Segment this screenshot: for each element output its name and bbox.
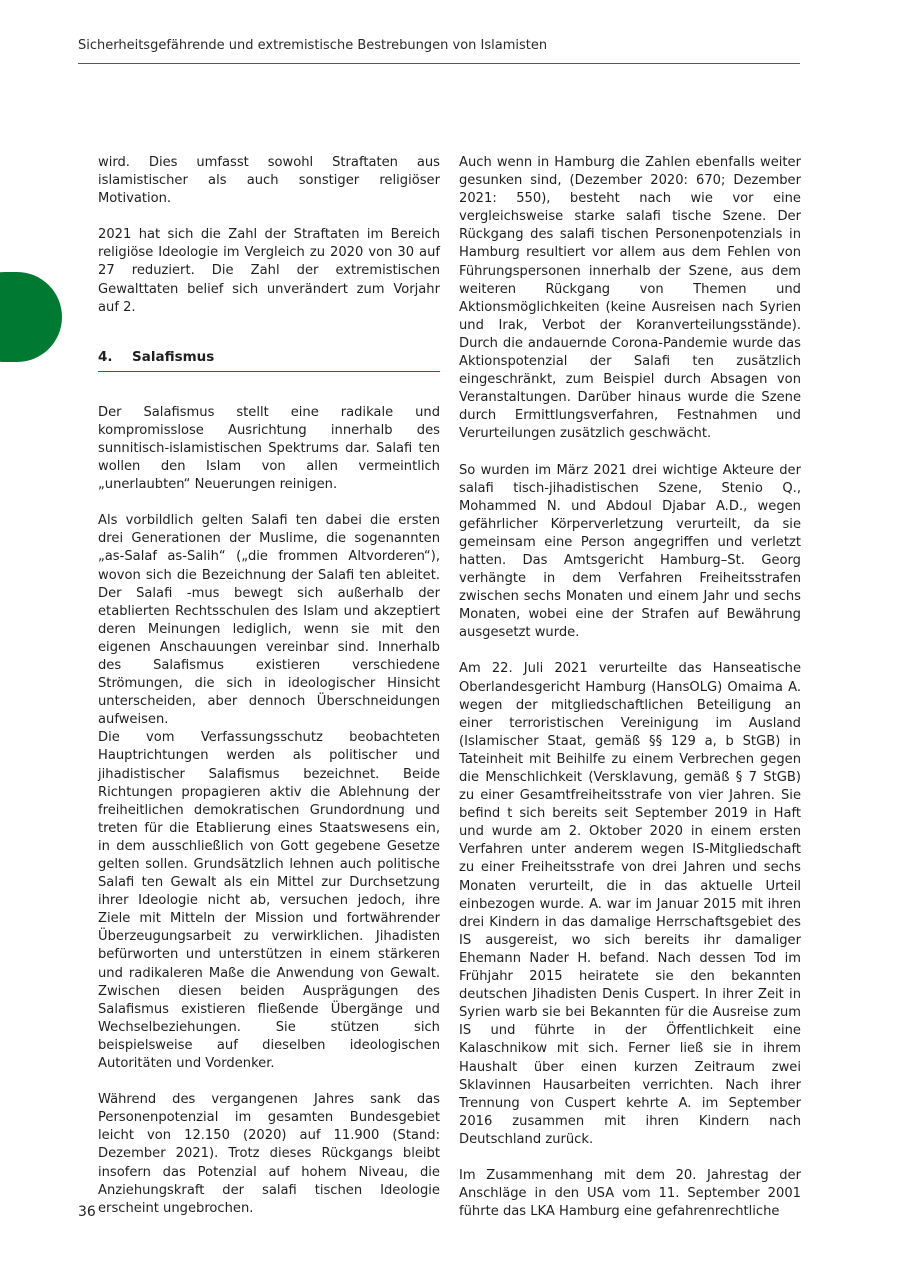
- paragraph: Im Zusammenhang mit dem 20. Jahrestag der Anschläge in den USA vom 11. September 2001 führte das LKA Hamburg eine gefahrenrechtliche: [459, 1167, 801, 1220]
- section-title: Salafismus: [132, 348, 215, 365]
- page-number: 36: [78, 1204, 96, 1220]
- paragraph: So wurden im März 2021 drei wichtige Akteure der salafi tisch-jihadistischen Szene, Stenio Q., Mohammed N. und Abdoul Djabar A.D., wegen gefährlicher Körperverletzung verurteilt, da sie gemeinsam eine Person angegriffen und verletzt hatten. Das Amtsgericht Hamburg–St. Georg verhängte in dem Verfahren Freiheitsstrafen zwischen sechs Monaten und einem Jahr und sechs Monaten, wobei eine der Strafen auf Bewährung ausgesetzt wurde.: [459, 462, 801, 641]
- chapter-marker-tab: [0, 272, 62, 362]
- paragraph: Der Salafismus stellt eine radikale und kompromisslose Ausrichtung innerhalb des sunnitisch-islamistischen Spektrums dar. Salafi ten wollen den Islam von allen vermeintlich „unerlaubten“ Neuerungen reinigen.: [98, 404, 440, 493]
- section-heading: [98, 348, 440, 372]
- paragraph: Auch wenn in Hamburg die Zahlen ebenfalls weiter gesunken sind, (Dezember 2020: 670; Dezember 2021: 550), besteht nach wie vor eine vergleichsweise starke salafi tische Szene. Der Rückgang des salafi tischen Personenpotenzials in Hamburg resultiert vor allem aus dem Fehlen von Führungspersonen innerhalb der Szene, aus dem weiteren Rückgang von Themen und Aktionsmöglichkeiten (keine Ausreisen nach Syrien und Irak, Verbot der Koranverteilungsstände). Durch die andauernde Corona-Pandemie wurde das Aktionspotenzial der Salafi ten zusätzlich eingeschränkt, zum Beispiel durch Absagen von Veranstaltungen. Darüber hinaus wurde die Szene durch Ermittlungsverfahren, Festnahmen und Verurteilungen zusätzlich geschwächt.: [459, 155, 801, 442]
- paragraph: Während des vergangenen Jahres sank das Personenpotenzial im gesamten Bundesgebiet leicht von 12.150 (2020) auf 11.900 (Stand: Dezember 2021). Trotz dieses Rückgangs bleibt insofern das Potenzial auf hohem Niveau, die Anziehungskraft der salafi tischen Ideologie erscheint ungebrochen.: [98, 1092, 440, 1216]
- paragraph: Als vorbildlich gelten Salafi ten dabei die ersten drei Generationen der Muslime, die sogenannten „as-Salaf as-Salih“ („die frommen Altvorderen“), wovon sich die Bezeichnung der Salafi ten ableitet. Der Salafi -mus bewegt sich außerhalb der etablierten Rechtsschulen des Islam und akzeptiert deren Meinungen lediglich, wenn sie mit den eigenen Anschauungen vereinbar sind. Innerhalb des Salafismus existieren verschiedene Strömungen, die sich in ideologischer Hinsicht unterscheiden, aber dennoch Überschneidungen aufweisen.: [98, 513, 440, 728]
- right-column: [459, 154, 801, 1239]
- running-header: Sicherheitsgefährende und extremistische Bestrebungen von Islamisten: [78, 38, 800, 64]
- paragraph: 2021 hat sich die Zahl der Straftaten im Bereich religiöse Ideologie im Vergleich zu 2020 von 30 auf 27 reduziert. Die Zahl der extremistischen Gewalttaten belief sich unverändert zum Vorjahr auf 2.: [98, 227, 440, 315]
- paragraph: wird. Dies umfasst sowohl Straftaten aus islamistischer als auch sonstiger religiöser Motivation.: [98, 155, 440, 207]
- paragraph: Die vom Verfassungsschutz beobachteten Hauptrichtungen werden als politischer und jihadistischer Salafismus bezeichnet. Beide Richtungen propagieren aktiv die Ablehnung der freiheitlichen demokratischen Grundordnung und treten für die Etablierung eines Staatswesens ein, in dem ausschließlich von Gott gegebene Gesetze gelten sollen. Grundsätzlich lehnen auch politische Salafi ten Gewalt als ein Mittel zur Durchsetzung ihrer Ideologie nicht ab, versuchen jedoch, ihre Ziele mit Mitteln der Mission und fortwährender Überzeugungsarbeit zu verwirklichen. Jihadisten befürworten und unterstützen in einem stärkeren und radikaleren Maße die Anwendung von Gewalt. Zwischen diesen beiden Ausprägungen des Salafismus existieren fließende Übergänge und Wechselbeziehungen. Sie stützen sich beispielsweise auf dieselben ideologischen Autoritäten und Vordenker.: [98, 730, 440, 1072]
- section-number: 4.: [98, 348, 113, 365]
- paragraph: Am 22. Juli 2021 verurteilte das Hanseatische Oberlandesgericht Hamburg (HansOLG) Omaima A. wegen der mitgliedschaftlichen Beteiligung an einer terroristischen Vereinigung im Ausland (Islamischer Staat, gemäß §§ 129 a, b StGB) in Tateinheit mit Beihilfe zu einem Verbrechen gegen die Menschlichkeit (Versklavung, gemäß § 7 StGB) zu einer Gesamtfreiheitsstrafe von vier Jahren. Sie befind t sich bereits seit September 2019 in Haft und wurde am 2. Oktober 2020 in einem ersten Verfahren unter anderem wegen IS-Mitgliedschaft zu einer Freiheitsstrafe von drei Jahren und sechs Monaten verurteilt, die in das aktuelle Urteil einbezogen wurde. A. war im Januar 2015 mit ihren drei Kindern in das damalige Herrschaftsgebiet des IS ausgereist, wo sich bereits ihr damaliger Ehemann Nader H. befand. Nach dessen Tod im Frühjahr 2015 heiratete sie den bekannten deutschen Jihadisten Denis Cuspert. In ihrer Zeit in Syrien warb sie bei Bekannten für die Ausreise zum IS und führte in der Öffentlichkeit eine Kalaschnikow mit sich. Ferner ließ sie in ihrem Haushalt über einen kurzen Zeitraum zwei Sklavinnen Hausarbeiten verrichten. Nach ihrer Trennung von Cuspert kehrte A. im September 2016 zusammen mit ihren Kindern nach Deutschland zurück.: [459, 661, 801, 1147]
- left-column: [98, 154, 440, 1236]
